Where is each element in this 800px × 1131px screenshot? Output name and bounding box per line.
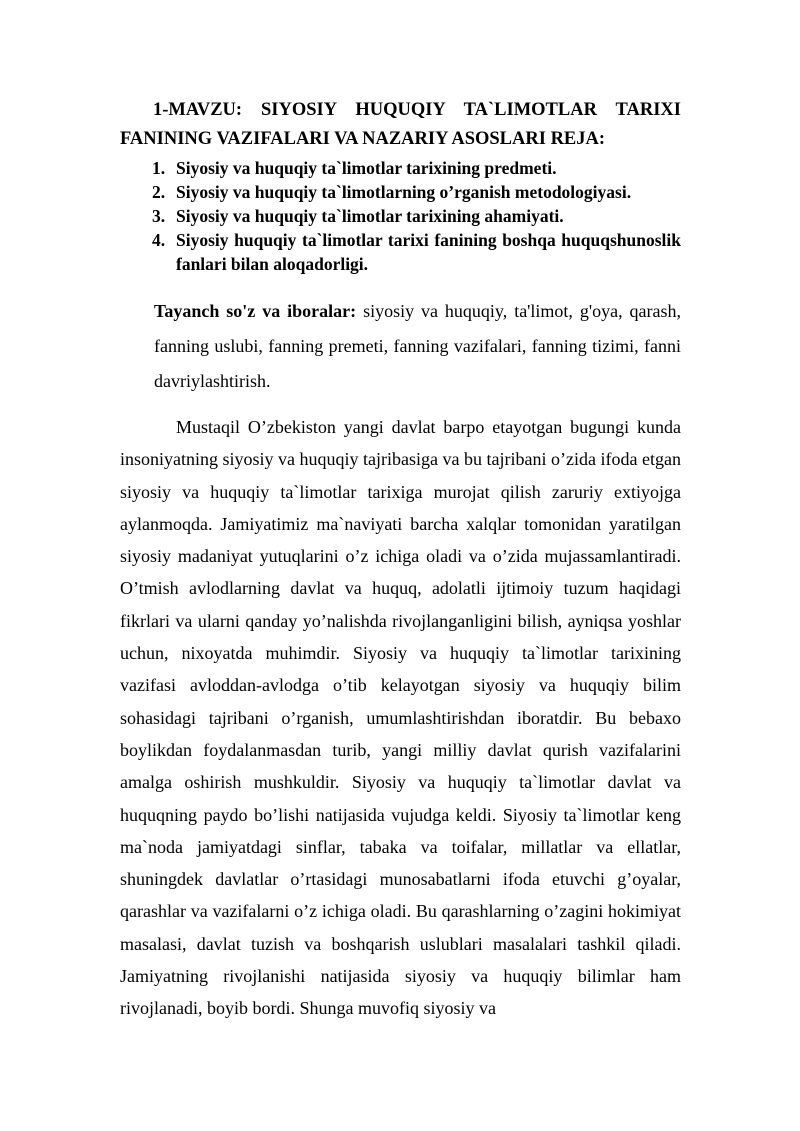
plan-item-number: 1. — [152, 158, 166, 178]
plan-item — [152, 204, 681, 228]
document-page — [120, 96, 681, 1025]
plan-item-number: 2. — [152, 182, 166, 202]
keywords-text: siyosiy va huquqiy, ta'limot, g'oya, qarash, fanning uslubi, fanning premeti, fanning vazifalari, fanning tizimi, fanni davriylashtirish. — [154, 301, 681, 391]
keywords-label: Tayanch so'z va iboralar: — [154, 301, 357, 321]
plan-list — [120, 156, 681, 276]
body-paragraph: Mustaqil O’zbekiston yangi davlat barpo etayotgan bugungi kunda insoniyatning siyosiy va huquqiy tajribasiga va bu tajribani o’zida ifoda etgan siyosiy va huquqiy ta`limotlar tarixiga murojat qilish zaruriy extiyojga aylanmoqda. Jamiyatimiz ma`naviyati barcha xalqlar tomonidan yaratilgan siyosiy madaniyat yutuqlarini o’z ichiga oladi va o’zida mujassamlantiradi. O’tmish avlodlarning davlat va huquq, adolatli ijtimoiy tuzum haqidagi fikrlari va ularni qanday yo’nalishda rivojlanganligini bilish, ayniqsa yoshlar uchun, nixoyatda muhimdir. Siyosiy va huquqiy ta`limotlar tarixining vazifasi avloddan-avlodga o’tib kelayotgan siyosiy va huquqiy bilim sohasidagi tajribani o’rganish, umumlashtirishdan iboratdir. Bu bebaxo boylikdan foydalanmasdan turib, yangi milliy davlat qurish vazifalarini amalga oshirish mushkuldir. Siyosiy va huquqiy ta`limotlar davlat va huquqning paydo bo’lishi natijasida vujudga keldi. Siyosiy ta`limotlar keng ma`noda jamiyatdagi sinflar, tabaka va toifalar, millatlar va ellatlar, shuningdek davlatlar o’rtasidagi munosabatlarni ifoda etuvchi g’oyalar, qarashlar va vazifalarni o’z ichiga oladi. Bu qarashlarning o’zagini hokimiyat masalasi, davlat tuzish va boshqarish uslublari masalalari tashkil qiladi. Jamiyatning rivojlanishi natijasida siyosiy va huquqiy bilimlar ham rivojlanadi, boyib bordi. Shunga muvofiq siyosiy va — [120, 417, 681, 1019]
plan-item — [152, 156, 681, 180]
plan-item-text: Siyosiy va huquqiy ta`limotlar tarixining ahamiyati. — [176, 206, 564, 226]
plan-item-text: Siyosiy va huquqiy ta`limotlar tarixining predmeti. — [176, 158, 557, 178]
plan-item — [152, 180, 681, 204]
keywords-paragraph — [154, 294, 681, 399]
plan-item-text: Siyosiy huquqiy ta`limotlar tarixi fanining boshqa huquqshunoslik fanlari bilan aloqadorligi. — [176, 230, 681, 274]
plan-item-number: 4. — [152, 230, 166, 250]
plan-item — [152, 228, 681, 276]
plan-item-number: 3. — [152, 206, 166, 226]
plan-item-text: Siyosiy va huquqiy ta`limotlarning o’rganish metodologiyasi. — [176, 182, 632, 202]
page-title: 1-MAVZU: SIYOSIY HUQUQIY TA`LIMOTLAR TARIXI FANINING VAZIFALARI VA NAZARIY ASOSLARI REJA: — [120, 100, 681, 149]
